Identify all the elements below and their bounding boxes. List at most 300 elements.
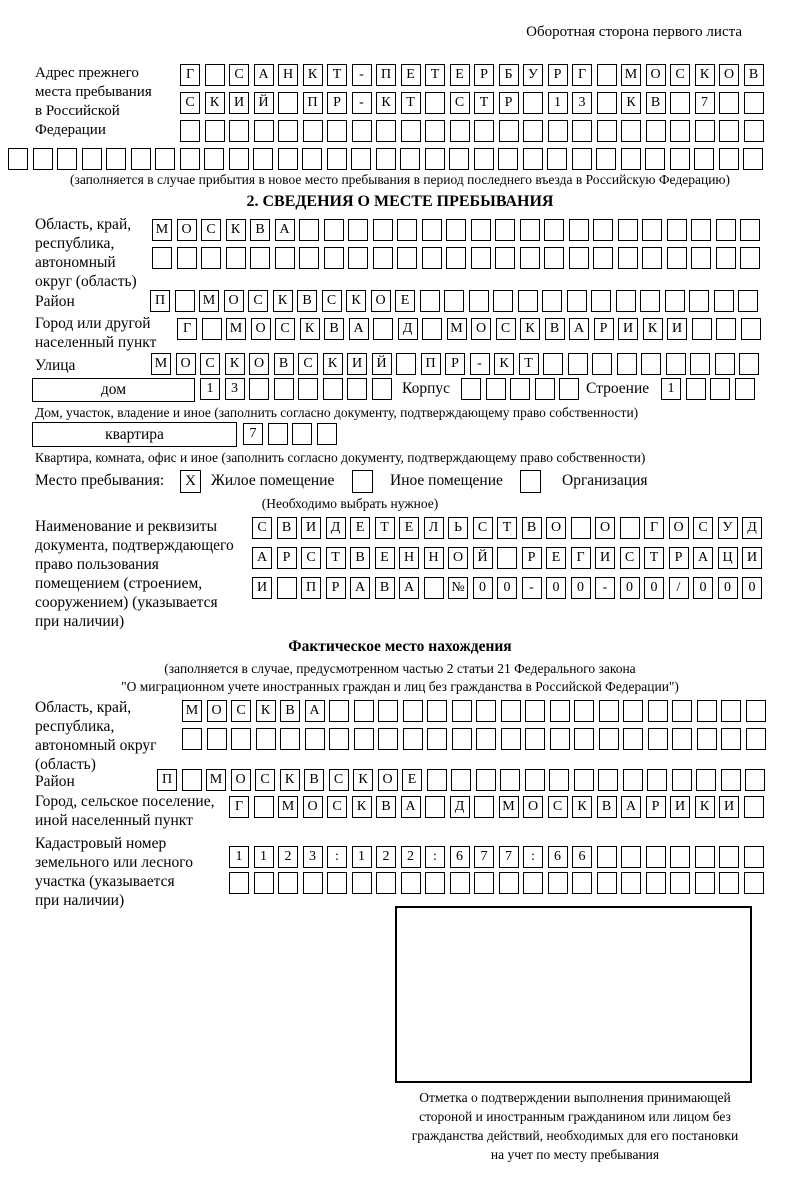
char-cell[interactable]: Р <box>594 318 614 340</box>
char-cell[interactable]: Е <box>399 517 419 539</box>
char-cell[interactable] <box>476 769 496 791</box>
char-cell[interactable] <box>182 728 202 750</box>
char-cell[interactable] <box>205 64 225 86</box>
char-cell[interactable]: Б <box>499 64 519 86</box>
char-cell[interactable]: А <box>621 796 641 818</box>
char-cell[interactable]: Р <box>669 547 689 569</box>
char-cell[interactable] <box>716 318 736 340</box>
char-cell[interactable] <box>665 290 685 312</box>
char-cell[interactable]: Р <box>445 353 465 375</box>
char-cell[interactable]: Д <box>450 796 470 818</box>
char-cell[interactable] <box>231 728 251 750</box>
char-cell[interactable] <box>452 700 472 722</box>
char-cell[interactable]: И <box>670 796 690 818</box>
char-cell[interactable]: П <box>150 290 170 312</box>
char-cell[interactable]: С <box>496 318 516 340</box>
char-cell[interactable] <box>672 728 692 750</box>
char-cell[interactable] <box>738 290 758 312</box>
char-cell[interactable] <box>694 148 714 170</box>
char-cell[interactable] <box>461 378 481 400</box>
char-cell[interactable] <box>278 872 298 894</box>
char-cell[interactable] <box>299 219 319 241</box>
char-cell[interactable] <box>354 728 374 750</box>
char-cell[interactable]: 7 <box>499 846 519 868</box>
char-cell[interactable] <box>621 148 641 170</box>
char-cell[interactable]: 7 <box>695 92 715 114</box>
char-cell[interactable] <box>268 423 288 445</box>
char-cell[interactable] <box>378 728 398 750</box>
char-cell[interactable] <box>254 872 274 894</box>
char-cell[interactable] <box>177 247 197 269</box>
char-cell[interactable]: М <box>621 64 641 86</box>
char-cell[interactable] <box>82 148 102 170</box>
char-cell[interactable]: Т <box>497 517 517 539</box>
char-cell[interactable]: Е <box>401 64 421 86</box>
char-cell[interactable]: Е <box>350 517 370 539</box>
char-cell[interactable]: Й <box>254 92 274 114</box>
char-cell[interactable] <box>305 728 325 750</box>
char-cell[interactable]: : <box>327 846 347 868</box>
char-cell[interactable] <box>275 247 295 269</box>
char-cell[interactable] <box>256 728 276 750</box>
char-cell[interactable]: С <box>255 769 275 791</box>
char-cell[interactable]: Т <box>375 517 395 539</box>
char-cell[interactable]: О <box>231 769 251 791</box>
char-cell[interactable] <box>400 148 420 170</box>
char-cell[interactable] <box>692 318 712 340</box>
char-cell[interactable]: К <box>353 769 373 791</box>
char-cell[interactable]: 0 <box>620 577 640 599</box>
char-cell[interactable] <box>621 872 641 894</box>
char-cell[interactable] <box>352 872 372 894</box>
char-cell[interactable] <box>229 120 249 142</box>
char-cell[interactable]: 3 <box>572 92 592 114</box>
char-cell[interactable] <box>525 700 545 722</box>
char-cell[interactable]: О <box>371 290 391 312</box>
char-cell[interactable] <box>696 769 716 791</box>
char-cell[interactable] <box>486 378 506 400</box>
char-cell[interactable] <box>592 353 612 375</box>
char-cell[interactable] <box>499 120 519 142</box>
char-cell[interactable]: С <box>229 64 249 86</box>
char-cell[interactable] <box>523 148 543 170</box>
char-cell[interactable] <box>348 247 368 269</box>
char-cell[interactable] <box>403 700 423 722</box>
char-cell[interactable] <box>721 728 741 750</box>
char-cell[interactable] <box>493 290 513 312</box>
char-cell[interactable]: С <box>298 353 318 375</box>
char-cell[interactable]: А <box>399 577 419 599</box>
char-cell[interactable]: : <box>523 846 543 868</box>
char-cell[interactable] <box>450 120 470 142</box>
char-cell[interactable] <box>523 872 543 894</box>
char-cell[interactable]: К <box>621 92 641 114</box>
char-cell[interactable]: С <box>201 219 221 241</box>
char-cell[interactable] <box>446 219 466 241</box>
char-cell[interactable]: К <box>205 92 225 114</box>
char-cell[interactable] <box>741 318 761 340</box>
char-cell[interactable] <box>572 872 592 894</box>
char-cell[interactable] <box>739 353 759 375</box>
char-cell[interactable] <box>571 517 591 539</box>
char-cell[interactable] <box>474 796 494 818</box>
char-cell[interactable]: Т <box>519 353 539 375</box>
char-cell[interactable] <box>510 378 530 400</box>
char-cell[interactable] <box>397 247 417 269</box>
char-cell[interactable] <box>744 796 764 818</box>
char-cell[interactable] <box>352 120 372 142</box>
char-cell[interactable]: И <box>667 318 687 340</box>
char-cell[interactable]: К <box>520 318 540 340</box>
char-cell[interactable]: О <box>719 64 739 86</box>
char-cell[interactable] <box>474 120 494 142</box>
char-cell[interactable]: В <box>324 318 344 340</box>
char-cell[interactable]: О <box>669 517 689 539</box>
char-cell[interactable]: Р <box>327 92 347 114</box>
char-cell[interactable] <box>207 728 227 750</box>
char-cell[interactable]: 1 <box>229 846 249 868</box>
char-cell[interactable] <box>303 872 323 894</box>
char-cell[interactable] <box>131 148 151 170</box>
char-cell[interactable]: А <box>275 219 295 241</box>
char-cell[interactable] <box>670 92 690 114</box>
char-cell[interactable] <box>298 378 318 400</box>
char-cell[interactable] <box>376 120 396 142</box>
char-cell[interactable]: 2 <box>278 846 298 868</box>
char-cell[interactable] <box>278 148 298 170</box>
char-cell[interactable]: К <box>226 219 246 241</box>
char-cell[interactable] <box>425 872 445 894</box>
char-cell[interactable] <box>498 148 518 170</box>
char-cell[interactable] <box>715 353 735 375</box>
char-cell[interactable] <box>427 769 447 791</box>
char-cell[interactable]: № <box>448 577 468 599</box>
char-cell[interactable] <box>425 92 445 114</box>
char-cell[interactable]: Н <box>424 547 444 569</box>
char-cell[interactable] <box>274 378 294 400</box>
char-cell[interactable]: П <box>301 577 321 599</box>
char-cell[interactable] <box>422 219 442 241</box>
char-cell[interactable] <box>348 219 368 241</box>
char-cell[interactable] <box>544 219 564 241</box>
char-cell[interactable]: / <box>669 577 689 599</box>
char-cell[interactable] <box>351 148 371 170</box>
char-cell[interactable]: - <box>470 353 490 375</box>
char-cell[interactable] <box>597 872 617 894</box>
char-cell[interactable]: М <box>206 769 226 791</box>
char-cell[interactable] <box>401 872 421 894</box>
char-cell[interactable] <box>740 247 760 269</box>
char-cell[interactable]: С <box>329 769 349 791</box>
char-cell[interactable]: 1 <box>254 846 274 868</box>
char-cell[interactable] <box>642 219 662 241</box>
char-cell[interactable] <box>697 728 717 750</box>
char-cell[interactable] <box>452 728 472 750</box>
char-cell[interactable]: У <box>523 64 543 86</box>
char-cell[interactable] <box>347 378 367 400</box>
char-cell[interactable] <box>280 728 300 750</box>
char-cell[interactable] <box>324 247 344 269</box>
char-cell[interactable]: О <box>177 219 197 241</box>
char-cell[interactable] <box>525 728 545 750</box>
char-cell[interactable]: А <box>305 700 325 722</box>
char-cell[interactable] <box>449 148 469 170</box>
char-cell[interactable] <box>401 120 421 142</box>
char-cell[interactable]: М <box>499 796 519 818</box>
char-cell[interactable]: К <box>376 92 396 114</box>
char-cell[interactable]: Р <box>522 547 542 569</box>
char-cell[interactable]: 0 <box>742 577 762 599</box>
char-cell[interactable] <box>425 120 445 142</box>
char-cell[interactable] <box>249 378 269 400</box>
char-cell[interactable] <box>327 872 347 894</box>
char-cell[interactable]: 1 <box>548 92 568 114</box>
char-cell[interactable]: К <box>695 796 715 818</box>
char-cell[interactable]: Р <box>326 577 346 599</box>
char-cell[interactable] <box>716 219 736 241</box>
char-cell[interactable] <box>523 120 543 142</box>
char-cell[interactable] <box>642 247 662 269</box>
char-cell[interactable]: П <box>157 769 177 791</box>
char-cell[interactable] <box>719 148 739 170</box>
char-cell[interactable]: Р <box>474 64 494 86</box>
char-cell[interactable] <box>574 769 594 791</box>
char-cell[interactable]: 6 <box>572 846 592 868</box>
char-cell[interactable] <box>501 728 521 750</box>
char-cell[interactable] <box>495 247 515 269</box>
char-cell[interactable]: В <box>274 353 294 375</box>
char-cell[interactable]: О <box>251 318 271 340</box>
char-cell[interactable] <box>317 423 337 445</box>
char-cell[interactable]: С <box>180 92 200 114</box>
char-cell[interactable] <box>499 872 519 894</box>
char-cell[interactable]: Т <box>326 547 346 569</box>
char-cell[interactable]: О <box>471 318 491 340</box>
char-cell[interactable] <box>620 517 640 539</box>
char-cell[interactable] <box>691 247 711 269</box>
char-cell[interactable]: Л <box>424 517 444 539</box>
char-cell[interactable]: А <box>569 318 589 340</box>
char-cell[interactable] <box>450 872 470 894</box>
char-cell[interactable] <box>690 353 710 375</box>
char-cell[interactable]: О <box>595 517 615 539</box>
char-cell[interactable] <box>476 728 496 750</box>
char-cell[interactable]: С <box>473 517 493 539</box>
char-cell[interactable]: О <box>546 517 566 539</box>
char-cell[interactable] <box>667 247 687 269</box>
zhiloe-checkbox[interactable]: X <box>180 470 201 493</box>
char-cell[interactable]: В <box>375 577 395 599</box>
char-cell[interactable]: С <box>301 547 321 569</box>
char-cell[interactable] <box>518 290 538 312</box>
char-cell[interactable]: Г <box>644 517 664 539</box>
char-cell[interactable]: Г <box>571 547 591 569</box>
char-cell[interactable] <box>250 247 270 269</box>
char-cell[interactable] <box>476 700 496 722</box>
char-cell[interactable] <box>646 120 666 142</box>
char-cell[interactable]: П <box>376 64 396 86</box>
char-cell[interactable] <box>670 120 690 142</box>
char-cell[interactable] <box>599 700 619 722</box>
char-cell[interactable]: 1 <box>352 846 372 868</box>
char-cell[interactable]: В <box>277 517 297 539</box>
char-cell[interactable] <box>376 872 396 894</box>
char-cell[interactable] <box>744 120 764 142</box>
char-cell[interactable]: М <box>199 290 219 312</box>
char-cell[interactable]: И <box>229 92 249 114</box>
char-cell[interactable] <box>180 120 200 142</box>
char-cell[interactable] <box>495 219 515 241</box>
char-cell[interactable]: Н <box>399 547 419 569</box>
char-cell[interactable]: К <box>352 796 372 818</box>
char-cell[interactable]: У <box>718 517 738 539</box>
char-cell[interactable] <box>525 769 545 791</box>
char-cell[interactable]: 3 <box>303 846 323 868</box>
char-cell[interactable]: С <box>670 64 690 86</box>
char-cell[interactable] <box>329 728 349 750</box>
char-cell[interactable]: - <box>595 577 615 599</box>
char-cell[interactable] <box>743 148 763 170</box>
char-cell[interactable]: Е <box>450 64 470 86</box>
char-cell[interactable] <box>278 92 298 114</box>
char-cell[interactable] <box>617 353 637 375</box>
char-cell[interactable]: К <box>323 353 343 375</box>
char-cell[interactable]: 0 <box>546 577 566 599</box>
char-cell[interactable] <box>599 728 619 750</box>
char-cell[interactable] <box>686 378 706 400</box>
char-cell[interactable]: 3 <box>225 378 245 400</box>
char-cell[interactable] <box>471 219 491 241</box>
char-cell[interactable]: К <box>300 318 320 340</box>
char-cell[interactable]: И <box>301 517 321 539</box>
char-cell[interactable]: 0 <box>571 577 591 599</box>
char-cell[interactable]: Т <box>425 64 445 86</box>
char-cell[interactable] <box>646 846 666 868</box>
char-cell[interactable]: Г <box>177 318 197 340</box>
char-cell[interactable] <box>182 769 202 791</box>
char-cell[interactable]: - <box>352 92 372 114</box>
char-cell[interactable] <box>354 700 374 722</box>
char-cell[interactable]: Д <box>326 517 346 539</box>
char-cell[interactable]: К <box>256 700 276 722</box>
char-cell[interactable]: М <box>447 318 467 340</box>
char-cell[interactable] <box>744 92 764 114</box>
char-cell[interactable]: 6 <box>548 846 568 868</box>
char-cell[interactable] <box>378 700 398 722</box>
char-cell[interactable] <box>155 148 175 170</box>
char-cell[interactable] <box>670 872 690 894</box>
char-cell[interactable] <box>500 769 520 791</box>
char-cell[interactable] <box>719 120 739 142</box>
char-cell[interactable]: С <box>248 290 268 312</box>
char-cell[interactable] <box>572 148 592 170</box>
char-cell[interactable] <box>397 219 417 241</box>
inoe-checkbox[interactable] <box>352 470 373 493</box>
char-cell[interactable] <box>618 219 638 241</box>
char-cell[interactable] <box>648 728 668 750</box>
char-cell[interactable] <box>254 796 274 818</box>
char-cell[interactable]: Д <box>398 318 418 340</box>
char-cell[interactable] <box>670 846 690 868</box>
char-cell[interactable] <box>373 318 393 340</box>
char-cell[interactable] <box>745 769 765 791</box>
char-cell[interactable] <box>373 219 393 241</box>
char-cell[interactable] <box>152 247 172 269</box>
char-cell[interactable]: С <box>231 700 251 722</box>
char-cell[interactable]: Ц <box>718 547 738 569</box>
char-cell[interactable] <box>746 700 766 722</box>
char-cell[interactable] <box>746 728 766 750</box>
char-cell[interactable]: Г <box>572 64 592 86</box>
char-cell[interactable] <box>719 846 739 868</box>
char-cell[interactable] <box>597 64 617 86</box>
char-cell[interactable] <box>544 247 564 269</box>
char-cell[interactable]: 2 <box>401 846 421 868</box>
char-cell[interactable] <box>327 120 347 142</box>
char-cell[interactable]: С <box>322 290 342 312</box>
char-cell[interactable]: О <box>224 290 244 312</box>
char-cell[interactable]: И <box>595 547 615 569</box>
char-cell[interactable] <box>327 148 347 170</box>
char-cell[interactable] <box>623 700 643 722</box>
char-cell[interactable] <box>574 700 594 722</box>
char-cell[interactable]: Т <box>644 547 664 569</box>
char-cell[interactable]: 0 <box>473 577 493 599</box>
char-cell[interactable] <box>616 290 636 312</box>
char-cell[interactable] <box>451 769 471 791</box>
char-cell[interactable] <box>277 577 297 599</box>
char-cell[interactable] <box>226 247 246 269</box>
char-cell[interactable] <box>569 247 589 269</box>
char-cell[interactable]: Р <box>499 92 519 114</box>
char-cell[interactable] <box>621 120 641 142</box>
char-cell[interactable] <box>550 728 570 750</box>
char-cell[interactable]: 6 <box>450 846 470 868</box>
char-cell[interactable] <box>574 728 594 750</box>
char-cell[interactable]: О <box>646 64 666 86</box>
char-cell[interactable]: О <box>523 796 543 818</box>
char-cell[interactable]: С <box>450 92 470 114</box>
char-cell[interactable]: 0 <box>693 577 713 599</box>
char-cell[interactable] <box>598 769 618 791</box>
char-cell[interactable] <box>569 219 589 241</box>
char-cell[interactable] <box>667 219 687 241</box>
char-cell[interactable] <box>446 247 466 269</box>
char-cell[interactable] <box>324 219 344 241</box>
char-cell[interactable]: И <box>252 577 272 599</box>
char-cell[interactable] <box>735 378 755 400</box>
char-cell[interactable] <box>645 148 665 170</box>
char-cell[interactable] <box>646 872 666 894</box>
char-cell[interactable] <box>229 872 249 894</box>
char-cell[interactable]: М <box>278 796 298 818</box>
char-cell[interactable]: О <box>448 547 468 569</box>
char-cell[interactable] <box>229 148 249 170</box>
char-cell[interactable]: О <box>249 353 269 375</box>
char-cell[interactable] <box>329 700 349 722</box>
char-cell[interactable] <box>471 247 491 269</box>
char-cell[interactable]: Е <box>375 547 395 569</box>
char-cell[interactable]: 0 <box>644 577 664 599</box>
char-cell[interactable] <box>719 872 739 894</box>
char-cell[interactable]: Д <box>742 517 762 539</box>
char-cell[interactable]: Г <box>180 64 200 86</box>
char-cell[interactable] <box>543 353 563 375</box>
char-cell[interactable] <box>425 796 445 818</box>
char-cell[interactable]: С <box>548 796 568 818</box>
char-cell[interactable]: А <box>350 577 370 599</box>
char-cell[interactable]: И <box>347 353 367 375</box>
